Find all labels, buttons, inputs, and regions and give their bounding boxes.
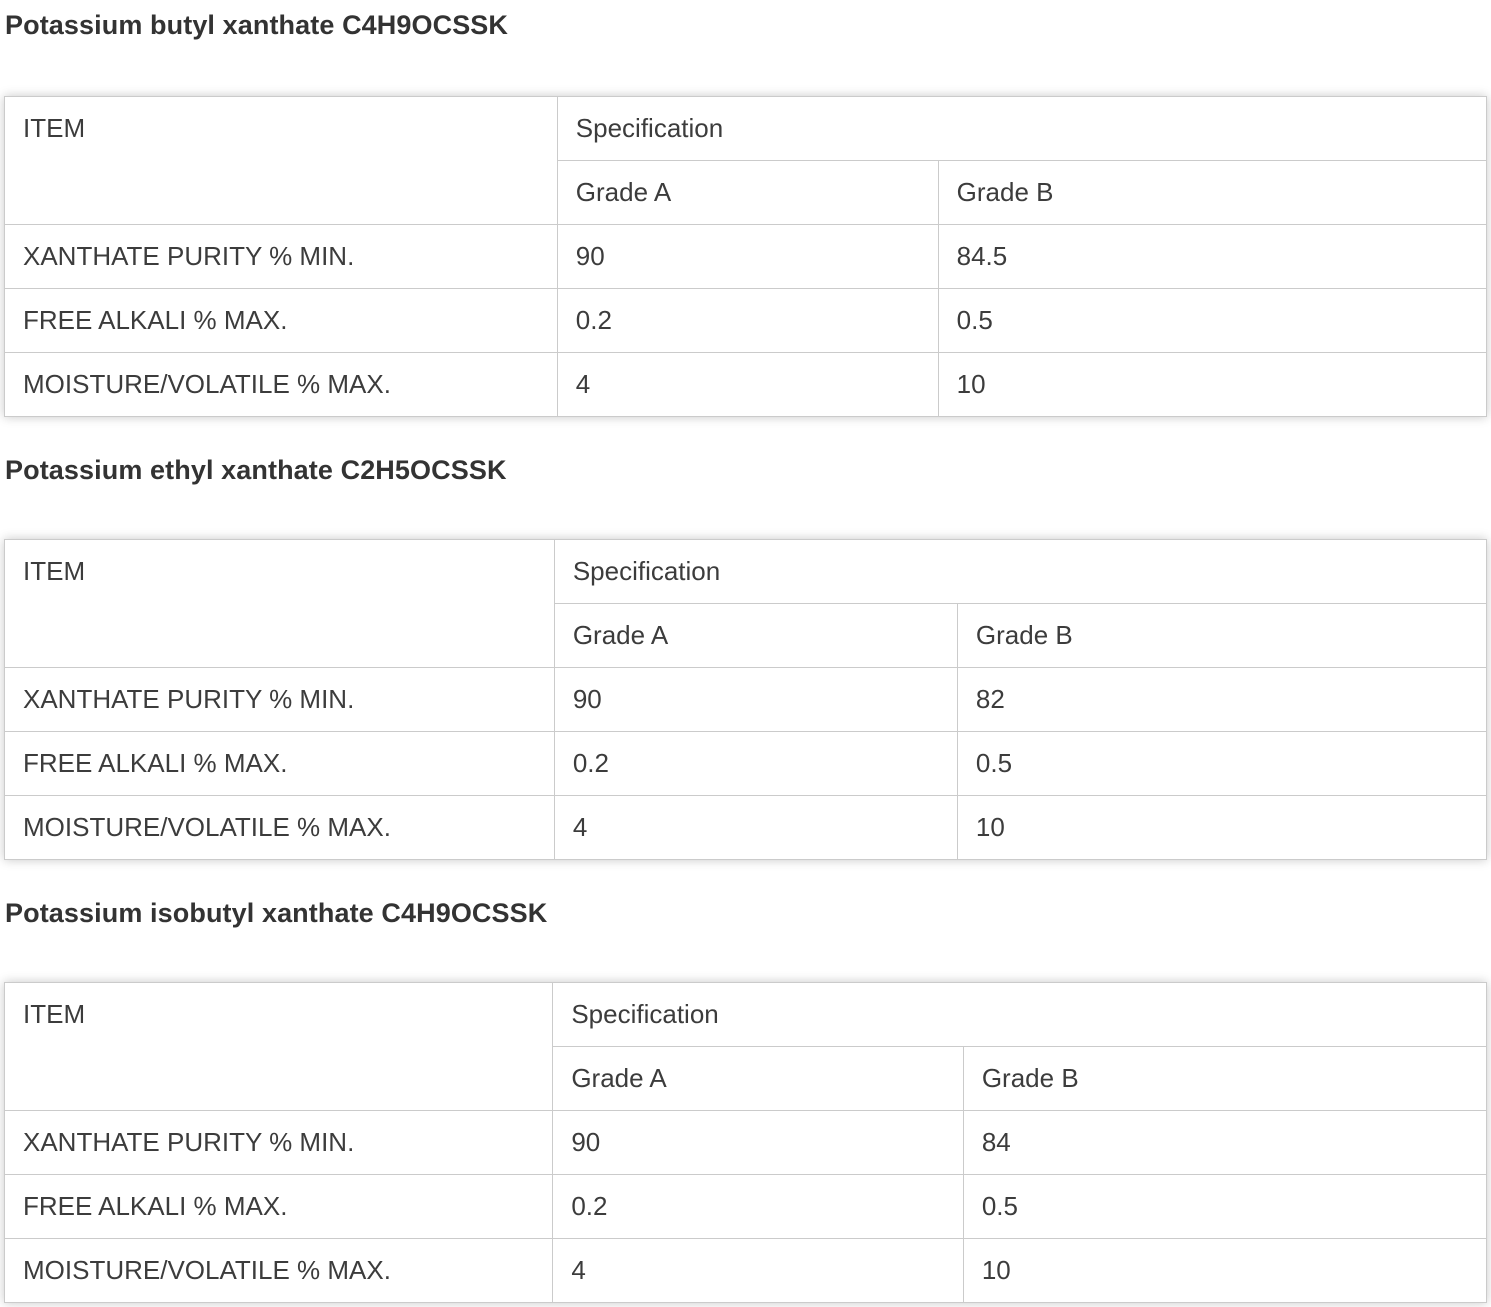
item-cell: XANTHATE PURITY % MIN. (5, 668, 555, 732)
grade-b-value-cell: 0.5 (963, 1175, 1486, 1239)
grade-b-value-cell: 82 (957, 668, 1486, 732)
item-cell: XANTHATE PURITY % MIN. (5, 1111, 553, 1175)
table-header-row (5, 983, 1487, 1047)
grade-a-header-cell: Grade A (557, 161, 938, 225)
table-row (5, 1111, 1487, 1175)
table-row (5, 668, 1487, 732)
spec-table (4, 982, 1487, 1303)
item-cell: FREE ALKALI % MAX. (5, 732, 555, 796)
section-isobutyl-xanthate (0, 896, 1491, 1303)
table-row (5, 225, 1487, 289)
grade-b-value-cell: 10 (938, 353, 1486, 417)
table-row (5, 1175, 1487, 1239)
grade-b-value-cell: 84 (963, 1111, 1486, 1175)
grade-a-value-cell: 90 (557, 225, 938, 289)
spec-table (4, 96, 1487, 417)
grade-b-value-cell: 0.5 (957, 732, 1486, 796)
grade-a-value-cell: 4 (554, 796, 957, 860)
item-cell: FREE ALKALI % MAX. (5, 289, 558, 353)
grade-a-value-cell: 0.2 (554, 732, 957, 796)
grade-b-value-cell: 0.5 (938, 289, 1486, 353)
specification-header-cell: Specification (554, 540, 1486, 604)
table-row (5, 796, 1487, 860)
table-header-row (5, 540, 1487, 604)
grade-a-value-cell: 0.2 (553, 1175, 964, 1239)
table-row (5, 289, 1487, 353)
item-cell: FREE ALKALI % MAX. (5, 1175, 553, 1239)
grade-b-header-cell: Grade B (938, 161, 1486, 225)
grade-a-header-cell: Grade A (553, 1047, 964, 1111)
grade-b-value-cell: 10 (963, 1239, 1486, 1303)
section-heading: Potassium isobutyl xanthate C4H9OCSSK (5, 898, 548, 928)
section-heading: Potassium ethyl xanthate C2H5OCSSK (5, 455, 507, 485)
item-header-cell: ITEM (5, 983, 553, 1111)
grade-b-value-cell: 10 (957, 796, 1486, 860)
table-row (5, 732, 1487, 796)
specification-header-cell: Specification (557, 97, 1486, 161)
grade-a-value-cell: 0.2 (557, 289, 938, 353)
grade-b-value-cell: 84.5 (938, 225, 1486, 289)
section-ethyl-xanthate (0, 453, 1491, 860)
item-header-cell: ITEM (5, 97, 558, 225)
grade-a-header-cell: Grade A (554, 604, 957, 668)
grade-a-value-cell: 4 (557, 353, 938, 417)
grade-a-value-cell: 90 (553, 1111, 964, 1175)
item-cell: MOISTURE/VOLATILE % MAX. (5, 353, 558, 417)
grade-a-value-cell: 4 (553, 1239, 964, 1303)
item-cell: MOISTURE/VOLATILE % MAX. (5, 1239, 553, 1303)
section-butyl-xanthate (0, 8, 1491, 417)
item-cell: XANTHATE PURITY % MIN. (5, 225, 558, 289)
grade-b-header-cell: Grade B (963, 1047, 1486, 1111)
spec-table (4, 539, 1487, 860)
page (0, 8, 1491, 1307)
specification-header-cell: Specification (553, 983, 1487, 1047)
grade-a-value-cell: 90 (554, 668, 957, 732)
section-heading: Potassium butyl xanthate C4H9OCSSK (5, 10, 509, 40)
item-header-cell: ITEM (5, 540, 555, 668)
table-row (5, 353, 1487, 417)
table-row (5, 1239, 1487, 1303)
table-header-row (5, 97, 1487, 161)
grade-b-header-cell: Grade B (957, 604, 1486, 668)
item-cell: MOISTURE/VOLATILE % MAX. (5, 796, 555, 860)
